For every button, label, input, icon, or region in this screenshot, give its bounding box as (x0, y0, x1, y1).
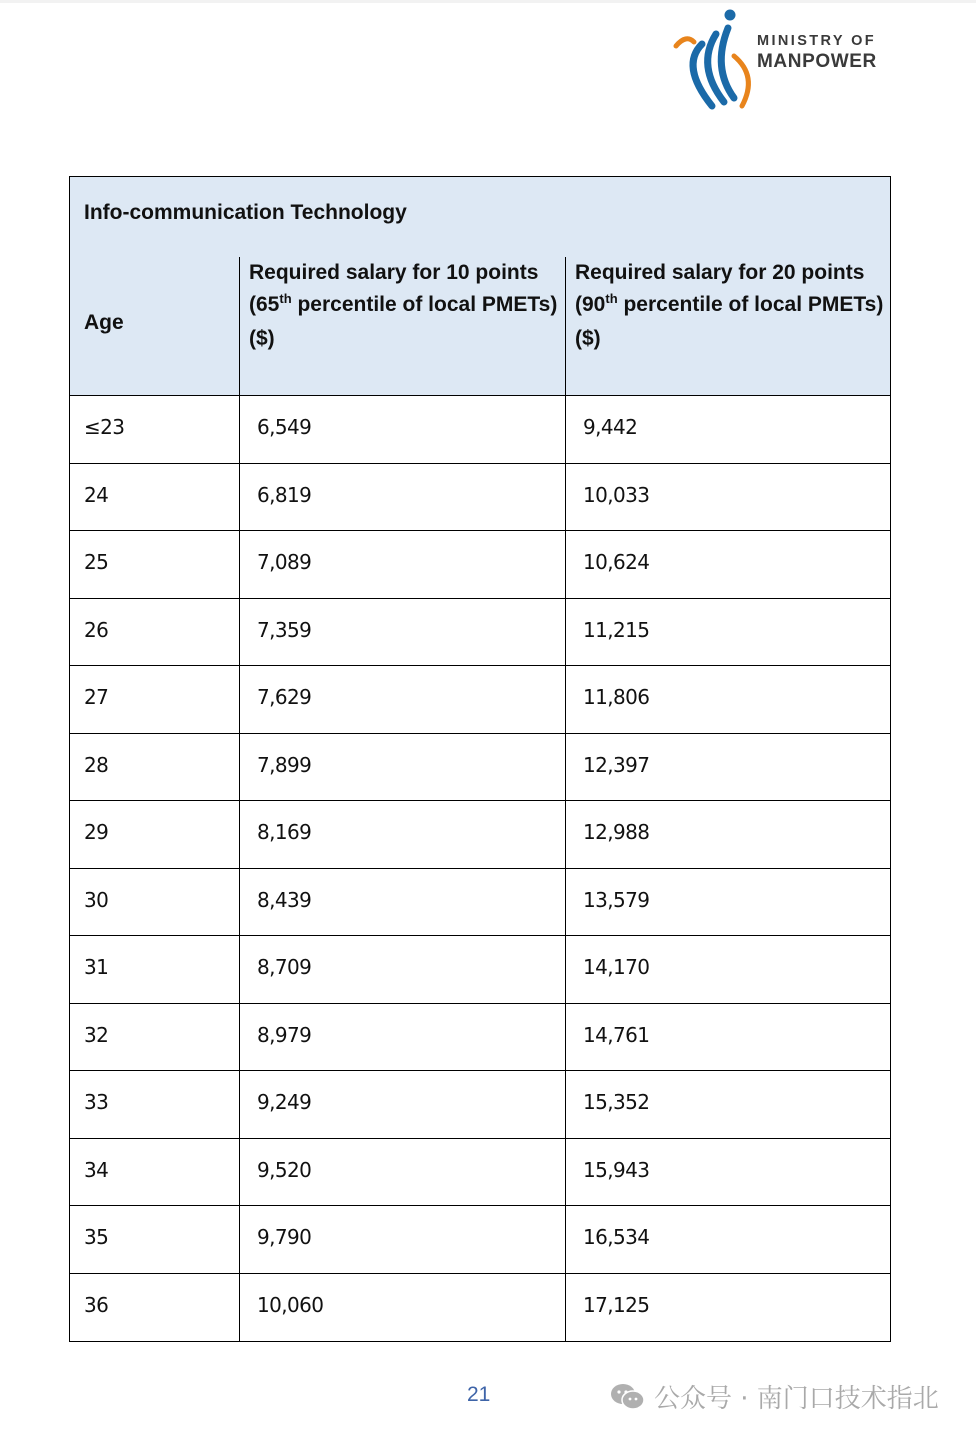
header-superscript: th (279, 291, 292, 306)
ministry-logo (672, 6, 887, 112)
salary-10-points-cell: 10,060 (239, 1274, 565, 1342)
table-row (70, 464, 890, 532)
salary-10-points-cell: 8,709 (239, 936, 565, 1003)
age-cell: 30 (84, 887, 109, 912)
table-row (70, 869, 890, 937)
table-row (70, 936, 890, 1004)
table-row (70, 599, 890, 667)
table-header (70, 177, 890, 396)
table-row (70, 1274, 890, 1342)
age-cell: 33 (84, 1090, 109, 1115)
logo-line-1: MINISTRY OF (757, 33, 877, 49)
salary-10-points-cell: 6,819 (239, 464, 565, 531)
column-header-age: Age (84, 311, 124, 334)
mom-emblem-icon (672, 6, 762, 112)
table-row (70, 1206, 890, 1274)
salary-20-points-cell: 12,988 (565, 801, 890, 868)
table-row (70, 801, 890, 869)
salary-table (69, 176, 891, 1342)
table-row (70, 734, 890, 802)
salary-20-points-cell: 15,352 (565, 1071, 890, 1138)
header-text: percentile of local PMETs) (617, 293, 884, 316)
table-row (70, 531, 890, 599)
salary-20-points-cell: 10,033 (565, 464, 890, 531)
salary-10-points-cell: 7,089 (239, 531, 565, 598)
age-cell: 27 (84, 685, 109, 710)
salary-20-points-cell: 14,170 (565, 936, 890, 1003)
salary-20-points-cell: 12,397 (565, 734, 890, 801)
table-row (70, 1139, 890, 1207)
salary-10-points-cell: 9,790 (239, 1206, 565, 1273)
age-cell: 32 (84, 1022, 109, 1047)
wechat-icon (610, 1382, 646, 1412)
age-cell: 31 (84, 955, 109, 980)
age-cell: ≤23 (84, 415, 125, 440)
header-superscript: th (605, 291, 618, 306)
age-cell: 35 (84, 1225, 109, 1250)
age-cell: 26 (84, 617, 109, 642)
salary-10-points-cell: 7,629 (239, 666, 565, 733)
header-text: percentile of local PMETs) (291, 293, 558, 316)
table-body (70, 396, 890, 1341)
salary-20-points-cell: 16,534 (565, 1206, 890, 1273)
watermark (610, 1378, 939, 1415)
table-row (70, 1071, 890, 1139)
salary-10-points-cell: 6,549 (239, 396, 565, 463)
column-header-10-points (239, 257, 565, 395)
watermark-text: 公众号 · 南门口技术指北 (654, 1384, 939, 1414)
table-title: Info-communication Technology (84, 201, 407, 224)
salary-20-points-cell: 11,215 (565, 599, 890, 666)
salary-10-points-cell: 8,439 (239, 869, 565, 936)
column-header-20-points (565, 257, 891, 395)
salary-20-points-cell: 11,806 (565, 666, 890, 733)
age-cell: 24 (84, 482, 109, 507)
logo-line-2: MANPOWER (757, 50, 877, 72)
age-cell: 28 (84, 752, 109, 777)
salary-10-points-cell: 8,169 (239, 801, 565, 868)
salary-10-points-cell: 9,520 (239, 1139, 565, 1206)
salary-20-points-cell: 13,579 (565, 869, 890, 936)
salary-10-points-cell: 9,249 (239, 1071, 565, 1138)
top-strip (0, 0, 976, 3)
age-cell: 29 (84, 820, 109, 845)
page-number: 21 (467, 1383, 491, 1406)
salary-20-points-cell: 10,624 (565, 531, 890, 598)
salary-20-points-cell: 14,761 (565, 1004, 890, 1071)
age-cell: 36 (84, 1293, 109, 1318)
age-cell: 25 (84, 550, 109, 575)
salary-20-points-cell: 9,442 (565, 396, 890, 463)
header-unit: ($) (575, 327, 601, 350)
salary-10-points-cell: 7,359 (239, 599, 565, 666)
salary-20-points-cell: 15,943 (565, 1139, 890, 1206)
header-text: Required salary for 20 points (90 (575, 261, 865, 316)
header-unit: ($) (249, 327, 275, 350)
table-row (70, 666, 890, 734)
header-text: Required salary for 10 points (65 (249, 261, 539, 316)
salary-20-points-cell: 17,125 (565, 1274, 890, 1342)
salary-10-points-cell: 7,899 (239, 734, 565, 801)
table-row (70, 1004, 890, 1072)
table-row (70, 396, 890, 464)
salary-10-points-cell: 8,979 (239, 1004, 565, 1071)
age-cell: 34 (84, 1157, 109, 1182)
